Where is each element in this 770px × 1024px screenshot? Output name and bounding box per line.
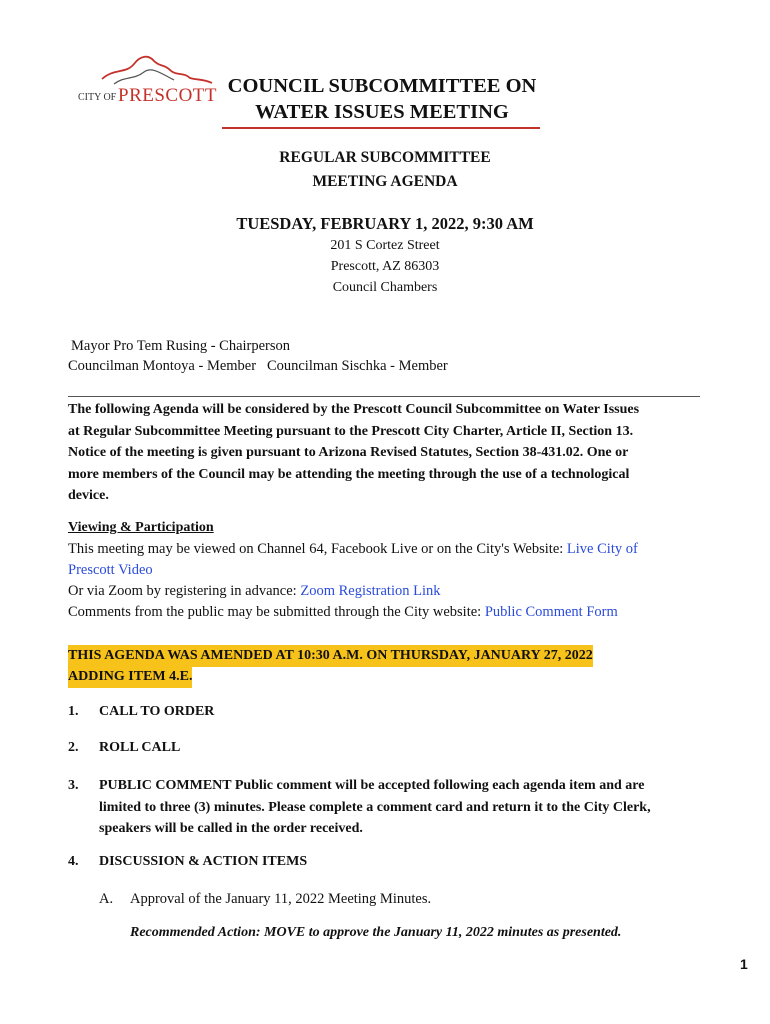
- item-number: 4.: [68, 854, 79, 869]
- zoom-text: Or via Zoom by registering in advance:: [68, 583, 297, 599]
- meeting-title-line2: WATER ISSUES MEETING: [255, 101, 509, 123]
- item-line: speakers will be called in the order received.: [99, 821, 363, 836]
- notice-line: device.: [68, 488, 109, 503]
- item-public-comment: [99, 775, 709, 840]
- title-divider: [222, 127, 540, 129]
- item-number: 3.: [68, 778, 79, 793]
- live-video-link-cont[interactable]: Prescott Video: [68, 562, 153, 578]
- viewing-text: This meeting may be viewed on Channel 64, Facebook Live or on the City's Website:: [68, 541, 564, 557]
- svg-text:CITY OF: CITY OF: [78, 92, 117, 103]
- city-of-prescott-logo: [74, 52, 220, 106]
- page-number: 1: [740, 956, 748, 972]
- item-roll-call: ROLL CALL: [99, 740, 181, 755]
- notice-line: The following Agenda will be considered by the Prescott Council Subcommittee on Water Issues: [68, 402, 640, 417]
- amendment-line1: THIS AGENDA WAS AMENDED AT 10:30 A.M. ON THURSDAY, JANUARY 27, 2022: [68, 645, 593, 667]
- zoom-registration-link[interactable]: Zoom Registration Link: [300, 583, 441, 599]
- item-discussion-action: DISCUSSION & ACTION ITEMS: [99, 854, 308, 869]
- member-montoya: Councilman Montoya - Member: [68, 358, 257, 374]
- viewing-line1: [68, 541, 638, 558]
- notice-line: more members of the Council may be attending the meeting through the use of a technological: [68, 466, 630, 482]
- item-line: limited to three (3) minutes. Please complete a comment card and return it to the City Clerk,: [99, 799, 651, 815]
- meeting-room: Council Chambers: [332, 280, 438, 295]
- members-row: [68, 358, 448, 375]
- amendment-line2: ADDING ITEM 4.E.: [68, 666, 192, 688]
- member-chair: Mayor Pro Tem Rusing - Chairperson: [71, 338, 291, 354]
- agenda-type-line2: MEETING AGENDA: [312, 173, 458, 190]
- public-comment-form-link[interactable]: Public Comment Form: [484, 604, 618, 620]
- meeting-title-line1: COUNCIL SUBCOMMITTEE ON: [227, 75, 537, 97]
- live-video-link[interactable]: Live City of: [566, 541, 638, 557]
- viewing-heading: Viewing & Participation: [68, 520, 214, 535]
- item-number: 1.: [68, 704, 79, 719]
- zoom-line: [68, 583, 441, 600]
- item-call-to-order: CALL TO ORDER: [99, 704, 215, 719]
- meeting-datetime: TUESDAY, FEBRUARY 1, 2022, 9:30 AM: [236, 214, 534, 233]
- subitem-approval-minutes: Approval of the January 11, 2022 Meeting Minutes.: [130, 891, 432, 907]
- recommended-action: Recommended Action: MOVE to approve the January 11, 2022 minutes as presented.: [130, 925, 622, 940]
- address-line1: 201 S Cortez Street: [330, 238, 440, 253]
- notice-line: at Regular Subcommittee Meeting pursuant to the Prescott City Charter, Article II, Section 13.: [68, 423, 634, 439]
- comment-line: [68, 604, 618, 621]
- member-sischka: Councilman Sischka - Member: [266, 358, 448, 374]
- svg-text:PRESCOTT: PRESCOTT: [118, 85, 218, 106]
- item-line: PUBLIC COMMENT Public comment will be accepted following each agenda item and are: [99, 778, 645, 793]
- agenda-type-line1: REGULAR SUBCOMMITTEE: [279, 149, 491, 166]
- item-number: 2.: [68, 740, 79, 755]
- subitem-letter: A.: [99, 891, 114, 907]
- section-divider: [68, 396, 700, 397]
- comment-text: Comments from the public may be submitted through the City website:: [68, 604, 482, 620]
- notice-paragraph: [68, 399, 708, 507]
- viewing-line2: [68, 562, 153, 579]
- address-line2: Prescott, AZ 86303: [330, 259, 440, 274]
- notice-line: Notice of the meeting is given pursuant to Arizona Revised Statutes, Section 38-431.02. One or: [68, 445, 629, 460]
